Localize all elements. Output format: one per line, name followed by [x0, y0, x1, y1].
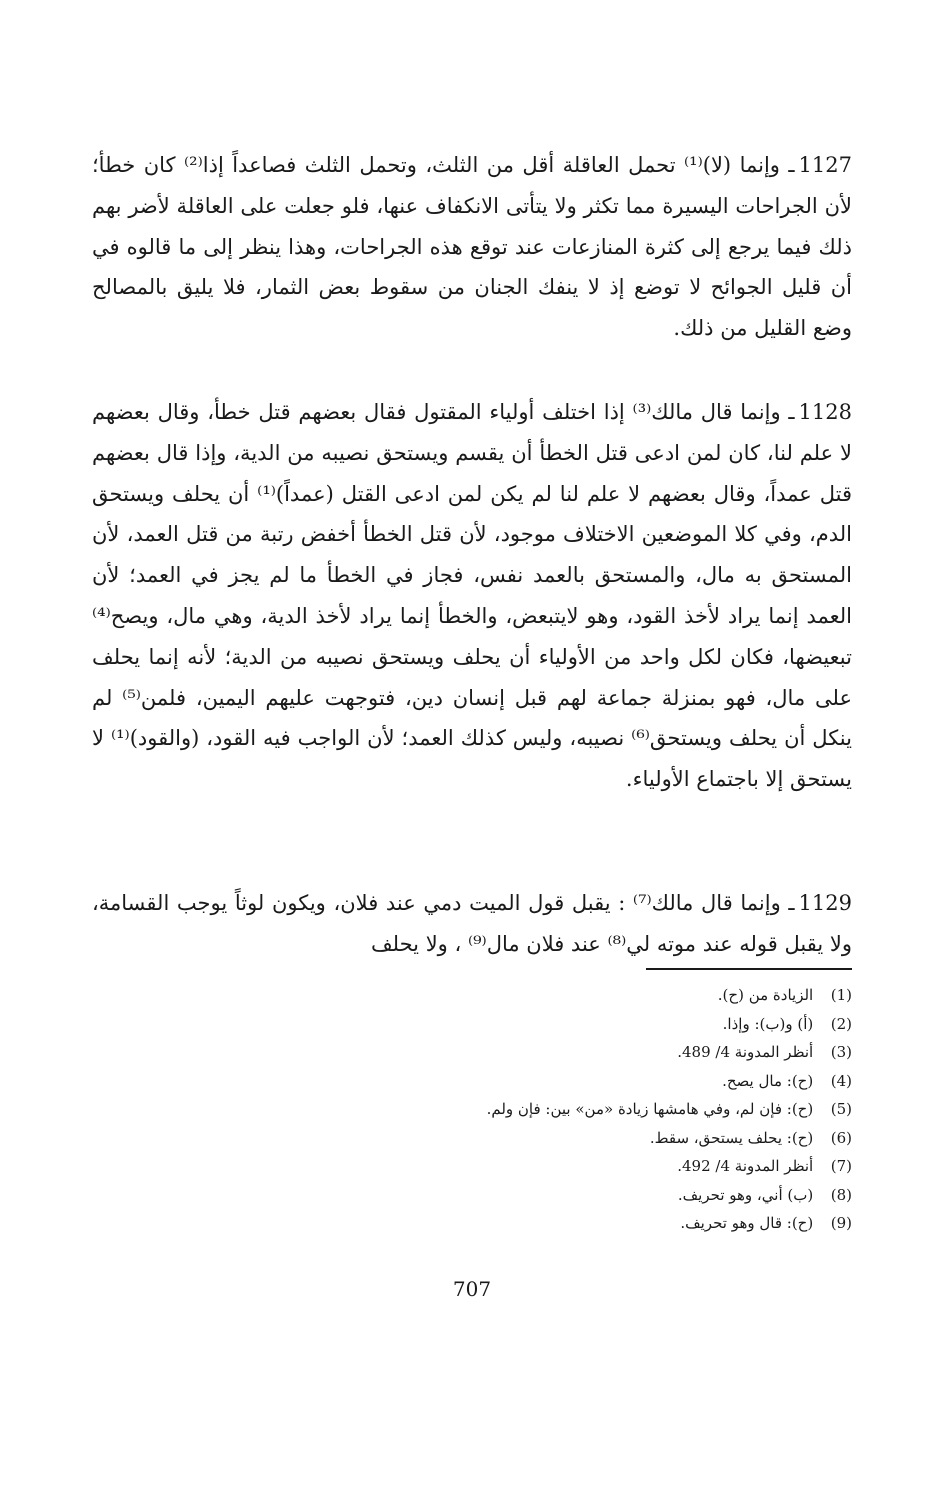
footnote-text: (ح): يحلف يستحق، سقط.	[649, 1128, 814, 1147]
footnote-5	[292, 1095, 852, 1124]
footnote-7	[292, 1152, 852, 1181]
footnote-text: (ح): فإن لم، وفي هامشها زيادة «من» بين: فإن ولم.	[486, 1100, 814, 1118]
paragraph-1128	[92, 392, 852, 800]
paragraph-text: ـ وإنما قال مالك⁽⁷⁾ : يقبل قول الميت دمي عند فلان، ويكون لوثاً يوجب القسامة، ولا يقبل قوله عند موته لي⁽⁸⁾ عند فلان مال⁽⁹⁾ ، ولا يحلف	[92, 891, 852, 956]
paragraph-number: 1127	[798, 153, 852, 177]
footnote-2	[292, 1010, 852, 1039]
paragraph-number: 1128	[798, 400, 852, 424]
footnote-3	[292, 1038, 852, 1067]
footnote-text: (ح): مال يصح.	[722, 1071, 814, 1090]
footnote-text: أنظر المدونة 4/ 492.	[677, 1157, 814, 1175]
footnote-number: (4)	[830, 1071, 852, 1090]
footnote-1	[292, 981, 852, 1010]
footnote-number: (7)	[830, 1157, 852, 1175]
paragraph-1129	[92, 883, 852, 965]
footnote-number: (9)	[830, 1214, 852, 1232]
footnote-text: (أ) و(ب): وإذا.	[722, 1014, 814, 1033]
paragraph-number: 1129	[798, 891, 852, 915]
footnote-number: (6)	[830, 1128, 852, 1147]
footnote-text: (ح): قال وهو تحريف.	[680, 1214, 814, 1232]
footnote-4	[292, 1067, 852, 1096]
footnote-9	[292, 1209, 852, 1238]
footnote-text: (ب) أني، وهو تحريف.	[677, 1185, 814, 1204]
page-number: 707	[452, 1277, 492, 1301]
footnote-8	[292, 1181, 852, 1210]
footnote-6	[292, 1124, 852, 1153]
footnote-number: (1)	[830, 986, 852, 1004]
footnote-separator	[646, 968, 852, 970]
footnote-text: أنظر المدونة 4/ 489.	[677, 1043, 814, 1061]
footnote-number: (8)	[830, 1185, 852, 1204]
footnotes	[292, 981, 852, 1238]
footnote-number: (5)	[830, 1100, 852, 1118]
footnote-number: (3)	[830, 1043, 852, 1061]
paragraph-1127	[92, 145, 852, 349]
paragraph-text: ـ وإنما (لا)⁽¹⁾ تحمل العاقلة أقل من الثلث، وتحمل الثلث فصاعداً إذا⁽²⁾ كان خطأ؛ لأن الجراحات اليسيرة مما تكثر ولا يتأتى الانكفاف عنها، فلو جعلت على العاقلة لأضر بهم ذلك فيما يرجع إلى كثرة المنازعات عند توقع هذه الجراحات، وهذا ينظر إلى ما قالوه في أن قليل الجوائح لا توضع إذ لا ينفك الجنان من سقوط بعض الثمار، فلا يليق بالمصالح وضع القليل من ذلك.	[92, 153, 852, 341]
paragraph-text: ـ وإنما قال مالك⁽³⁾ إذا اختلف أولياء المقتول فقال بعضهم قتل خطأ، وقال بعضهم لا علم لنا، كان لمن ادعى قتل الخطأ أن يقسم ويستحق نصيبه من الدية، وإذا قال بعضهم قتل عمداً، وقال بعضهم لا علم لنا لم يكن لمن ادعى القتل (عمداً)⁽¹⁾ أن يحلف ويستحق الدم، وفي كلا الموضعين الاختلاف موجود، لأن قتل الخطأ أخفض رتبة من قتل العمد، لأن المستحق به مال، والمستحق بالعمد نفس، فجاز في الخطأ ما لم يجز في العمد؛ لأن العمد إنما يراد لأخذ القود، وهو لايتبعض، والخطأ إنما يراد لأخذ الدية، وهي مال، ويصح⁽⁴⁾ تبعيضها، فكان لكل واحد من الأولياء أن يحلف ويستحق نصيبه من الدية؛ لأنه إنما يحلف على مال، فهو بمنزلة جماعة لهم قبل إنسان دين، فتوجهت عليهم اليمين، فلمن⁽⁵⁾ لم ينكل أن يحلف ويستحق⁽⁶⁾ نصيبه، وليس كذلك العمد؛ لأن الواجب فيه القود، (والقود)⁽¹⁾ لا يستحق إلا باجتماع الأولياء.	[92, 400, 852, 792]
footnote-text: الزيادة من (ح).	[717, 986, 814, 1004]
footnote-number: (2)	[830, 1014, 852, 1033]
